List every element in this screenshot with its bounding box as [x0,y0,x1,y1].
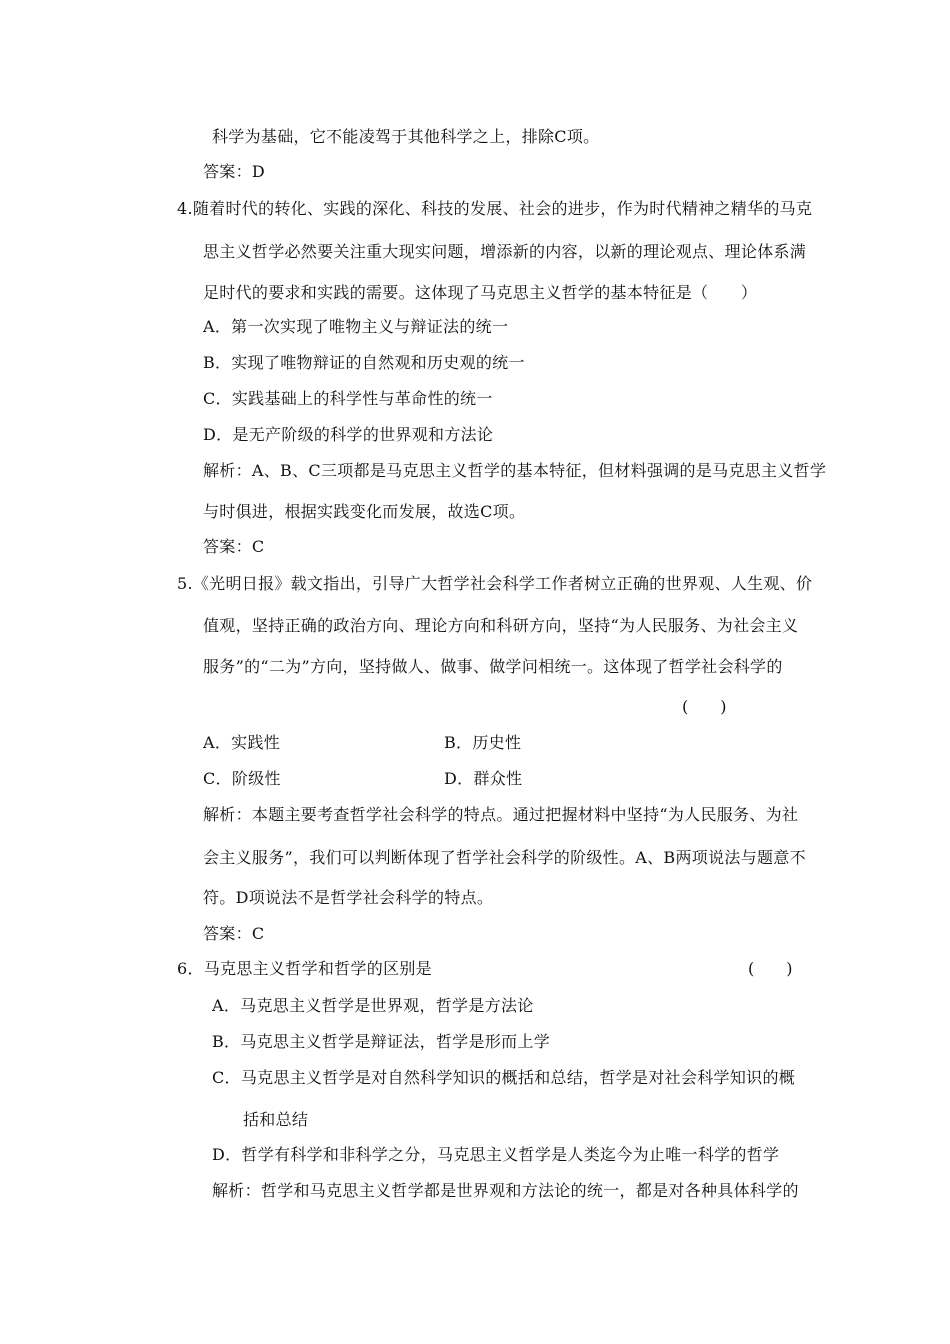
q4-analysis-line-1: 解析：A、B、C三项都是马克思主义哲学的基本特征，但材料强调的是马克思主义哲学 [203,461,827,480]
q6-stem: 6．马克思主义哲学和哲学的区别是 [177,959,432,978]
q4-stem-line-3: 足时代的要求和实践的需要。这体现了马克思主义哲学的基本特征是（ ） [203,283,758,302]
q4-stem-line-1: 4.随着时代的转化、实践的深化、科技的发展、社会的进步，作为时代精神之精华的马克 [177,199,813,218]
q6-option-c-line-1: C．马克思主义哲学是对自然科学知识的概括和总结，哲学是对社会科学知识的概 [212,1068,796,1087]
q5-stem-line-2: 值观，坚持正确的政治方向、理论方向和科研方向，坚持“为人民服务、为社会主义 [203,616,799,635]
q4-option-b: B．实现了唯物辩证的自然观和历史观的统一 [203,353,525,372]
q4-option-d: D．是无产阶级的科学的世界观和方法论 [203,425,494,444]
q5-analysis-line-3: 符。D项说法不是哲学社会科学的特点。 [203,888,494,907]
q5-option-d: D．群众性 [444,769,523,788]
q5-stem-line-3: 服务”的“二为”方向，坚持做人、做事、做学问相统一。这体现了哲学社会科学的 [203,657,783,676]
q5-option-c: C．阶级性 [203,769,281,788]
q6-answer-blank: ( ) [748,959,793,978]
q4-option-c: C．实践基础上的科学性与革命性的统一 [203,389,493,408]
q6-option-a: A．马克思主义哲学是世界观，哲学是方法论 [212,996,534,1015]
q5-analysis-line-2: 会主义服务”，我们可以判断体现了哲学社会科学的阶级性。A、B两项说法与题意不 [203,848,806,867]
q5-option-b: B．历史性 [444,733,522,752]
q5-stem-line-1: 5.《光明日报》载文指出，引导广大哲学社会科学工作者树立正确的世界观、人生观、价 [177,574,813,593]
q6-analysis-line-1: 解析：哲学和马克思主义哲学都是世界观和方法论的统一，都是对各种具体科学的 [212,1181,799,1200]
q3-analysis-end: 科学为基础，它不能凌驾于其他科学之上，排除C项。 [212,127,600,146]
q6-option-b: B．马克思主义哲学是辩证法，哲学是形而上学 [212,1032,551,1051]
q6-option-c-line-2: 括和总结 [243,1110,309,1129]
q3-answer: 答案：D [203,162,266,181]
q5-answer-blank: ( ) [682,697,727,716]
q5-answer: 答案：C [203,924,265,943]
q4-analysis-line-2: 与时俱进，根据实践变化而发展，故选C项。 [203,502,526,521]
q6-option-d: D．哲学有科学和非科学之分，马克思主义哲学是人类迄今为止唯一科学的哲学 [212,1145,780,1164]
q4-stem-line-2: 思主义哲学必然要关注重大现实问题，增添新的内容，以新的理论观点、理论体系满 [203,242,807,261]
q4-option-a: A．第一次实现了唯物主义与辩证法的统一 [203,317,509,336]
q5-analysis-line-1: 解析：本题主要考查哲学社会科学的特点。通过把握材料中坚持“为人民服务、为社 [203,805,799,824]
q5-option-a: A．实践性 [203,733,281,752]
q4-answer: 答案：C [203,537,265,556]
